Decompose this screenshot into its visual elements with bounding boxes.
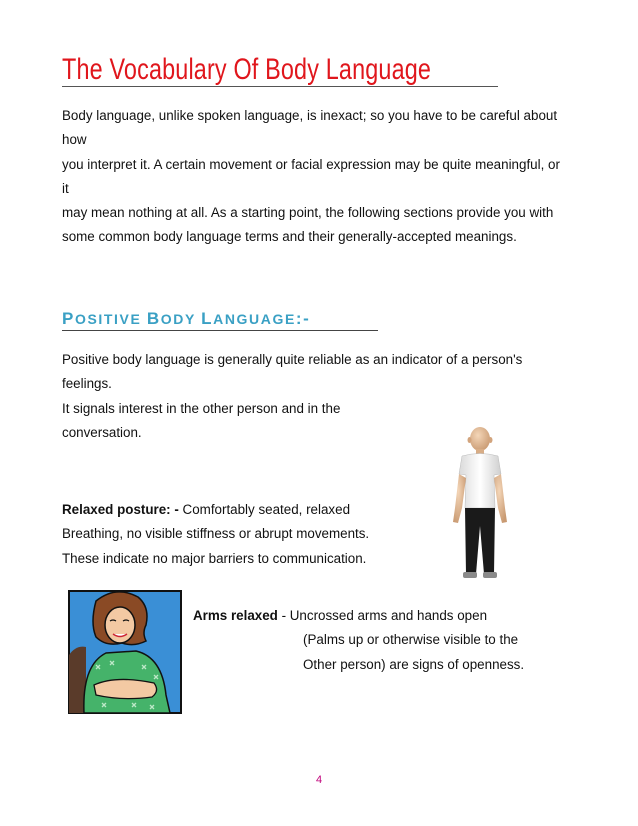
woman-arms-crossed-clipart [66, 585, 184, 715]
title-underline [62, 86, 498, 87]
positive-line: feelings. [62, 376, 112, 392]
intro-line: how [62, 132, 87, 148]
arms-line-2: (Palms up or otherwise visible to the [303, 632, 519, 648]
arms-relaxed-label: Arms relaxed [193, 608, 278, 623]
section-heading-positive: POSITIVE BODY LANGUAGE:- [62, 309, 311, 328]
page-number: 4 [315, 774, 323, 786]
intro-line: it [62, 180, 69, 196]
intro-line: some common body language terms and their generally-accepted meanings. [62, 229, 517, 245]
arms-relaxed-paragraph [193, 604, 524, 677]
relaxed-line-3: These indicate no major barriers to communication. [62, 550, 367, 566]
relaxed-posture-paragraph [62, 498, 369, 571]
intro-line: may mean nothing at all. As a starting point, the following sections provide you with [62, 205, 554, 221]
positive-line: It signals interest in the other person and in the [62, 400, 341, 416]
arms-line-1: Arms relaxed - Uncrossed arms and hands open [193, 608, 488, 623]
heading-underline [62, 330, 378, 331]
intro-line: Body language, unlike spoken language, is inexact; so you have to be careful about [62, 108, 558, 123]
positive-line: Positive body language is generally quite reliable as an indicator of a person's [62, 352, 523, 367]
positive-line: conversation. [62, 424, 142, 440]
relaxed-line-2: Breathing, no visible stiffness or abrupt movements. [62, 526, 370, 542]
standing-man-illustration [440, 426, 520, 584]
relaxed-line-1: Relaxed posture: - Comfortably seated, relaxed [62, 502, 351, 517]
intro-paragraph [62, 104, 560, 250]
arms-line-3: Other person) are signs of openness. [303, 656, 525, 672]
intro-line: you interpret it. A certain movement or facial expression may be quite meaningful, or [62, 156, 560, 172]
page-title: The Vocabulary Of Body Language [62, 53, 432, 86]
relaxed-posture-label: Relaxed posture: - [62, 502, 179, 517]
